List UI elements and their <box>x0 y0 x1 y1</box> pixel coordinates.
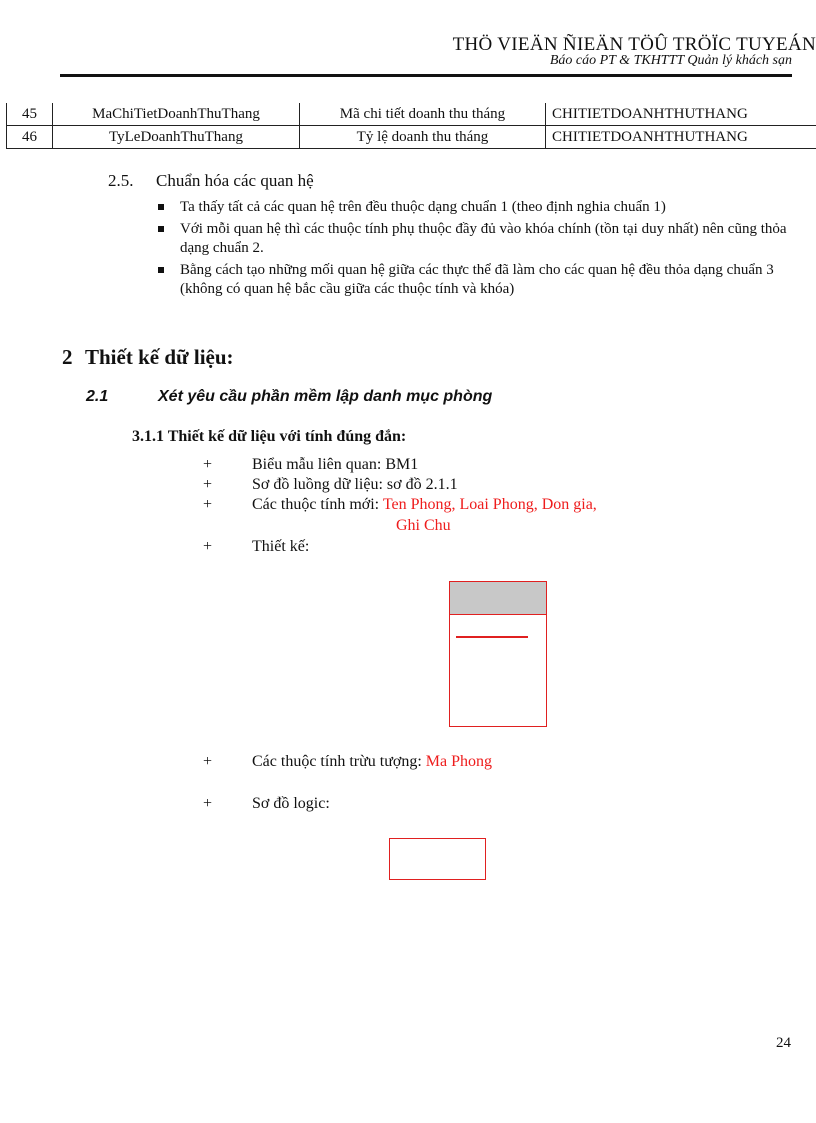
section-number: 2.5. <box>108 171 134 190</box>
plus-marker: + <box>203 753 213 770</box>
new-attributes-row <box>203 496 597 514</box>
list-item <box>158 220 788 258</box>
section-title: Chuẩn hóa các quan hệ <box>156 171 314 190</box>
table-cell-field: MaChiTietDoanhThuThang <box>53 103 300 126</box>
table-row <box>7 103 816 126</box>
table-cell-description: Mã chi tiết doanh thu tháng <box>300 103 546 126</box>
list-item-text: Ta thấy tất cả các quan hệ trên đều thuộc dạng chuẩn 1 (theo định nghia chuẩn 1) <box>180 199 666 215</box>
bullet-square-icon <box>158 204 164 210</box>
new-attributes-label: Các thuộc tính mới: <box>252 496 380 513</box>
related-form-row <box>203 456 418 474</box>
section-number: 2.1 <box>86 388 109 405</box>
table-cell-table: CHITIETDOANHTHUTHANG <box>546 103 816 126</box>
logic-entity-box <box>389 838 486 880</box>
header-subtitle: Báo cáo PT & TKHTTT Quản lý khách sạn <box>549 53 792 68</box>
table-cell-table: CHITIETDOANHTHUTHANG <box>546 126 816 149</box>
table-cell-field: TyLeDoanhThuThang <box>53 126 300 149</box>
data-flow-value: sơ đồ 2.1.1 <box>386 476 458 493</box>
design-row <box>203 538 309 556</box>
design-label: Thiết kế: <box>252 538 310 555</box>
section-2-1-heading <box>86 388 492 406</box>
abstract-attributes-row <box>203 753 492 771</box>
list-item-text: Với mỗi quan hệ thì các thuộc tính phụ thuộc đầy đủ vào khóa chính (tồn tại duy nhất) nên cũng thỏa dạng chuẩn 2. <box>180 221 787 256</box>
list-item-text: Bằng cách tạo những mối quan hệ giữa các thực thể đã làm cho các quan hệ đều thỏa dạng chuẩn 3 (không có quan hệ bắc cầu giữa các thuộc tính và khóa) <box>180 262 774 297</box>
plus-marker: + <box>203 456 213 473</box>
section-3-1-1-heading: 3.1.1 Thiết kế dữ liệu với tính đúng đắn: <box>132 428 407 445</box>
section-title: Thiết kế dữ liệu: <box>85 345 234 369</box>
header-title: THÖ VIEÄN ÑIEÄN TÖÛ TRÖÏC TUYEÁN <box>452 34 816 55</box>
plus-marker: + <box>203 476 213 493</box>
page-number: 24 <box>776 1035 791 1051</box>
section-number: 2 <box>62 345 73 369</box>
bullet-square-icon <box>158 226 164 232</box>
section-2-5-heading <box>108 171 314 191</box>
plus-marker: + <box>203 538 213 555</box>
plus-marker: + <box>203 496 213 513</box>
design-entity-box <box>449 581 547 727</box>
logic-diagram-label: Sơ đồ logic: <box>252 795 330 812</box>
new-attributes-value-continued: Ghi Chu <box>396 517 451 534</box>
data-flow-row <box>203 476 458 494</box>
header-divider <box>60 74 792 77</box>
section-title: Xét yêu cầu phần mềm lập danh mục phòng <box>158 388 493 405</box>
bullet-square-icon <box>158 267 164 273</box>
section-2-heading <box>62 345 234 370</box>
table-cell-number: 46 <box>7 126 53 149</box>
bullet-list <box>158 198 788 302</box>
related-form-label: Biểu mẫu liên quan: <box>252 456 382 473</box>
entity-header <box>450 582 546 615</box>
abstract-attributes-value: Ma Phong <box>425 753 493 770</box>
new-attributes-value: Ten Phong, Loai Phong, Don gia, <box>382 496 597 513</box>
table-cell-number: 45 <box>7 103 53 126</box>
logic-diagram-row <box>203 795 330 813</box>
abstract-attributes-label: Các thuộc tính trừu tượng: <box>252 753 422 770</box>
related-form-value: BM1 <box>385 456 419 473</box>
table-row <box>7 126 816 149</box>
attribute-table <box>6 103 816 149</box>
primary-key-underline <box>456 636 528 638</box>
list-item <box>158 198 788 217</box>
table-cell-description: Tỷ lệ doanh thu tháng <box>300 126 546 149</box>
data-flow-label: Sơ đồ luồng dữ liệu: <box>252 476 383 493</box>
list-item <box>158 261 788 299</box>
plus-marker: + <box>203 795 213 812</box>
